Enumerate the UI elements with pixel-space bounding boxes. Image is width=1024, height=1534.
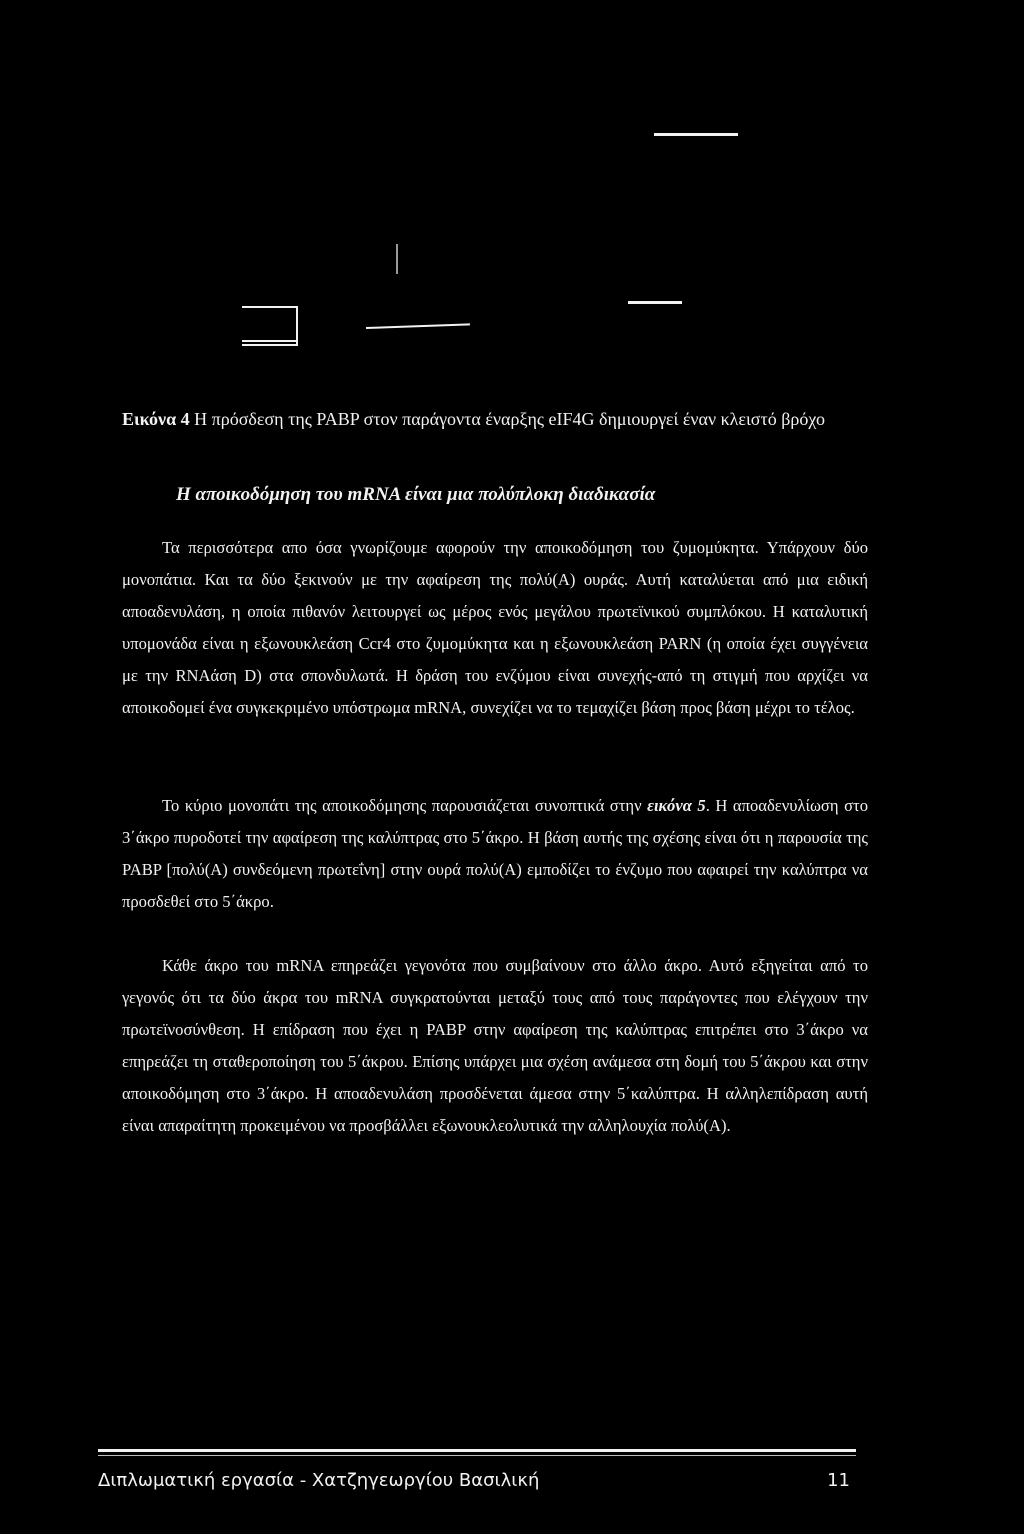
footer-rule [98,1449,856,1452]
section-heading: Η αποικοδόμηση του mRNA είναι μια πολύπλοκη διαδικασία [176,484,656,505]
figure-reference: εικόνα 5 [647,796,706,815]
figure-remnant-line [628,301,682,304]
paragraph-text: . Η αποαδενυλίωση στο 3΄άκρο πυροδοτεί την αφαίρεση της καλύπτρας στο 5΄άκρο. Η βάση αυτής της σχέσης είναι ότι η παρουσία της PABP [πολύ(Α) συνδεόμενη πρωτεΐνη] στην ουρά πολύ(Α) εμποδίζει το ένζυμο που αφαιρεί την καλύπτρα να προσδεθεί στο 5΄άκρο. [122,796,868,911]
figure-caption-label: Εικόνα 4 [122,409,190,429]
figure-remnant-line [654,133,738,136]
paragraph-text: Το κύριο μονοπάτι της αποικοδόμησης παρουσιάζεται συνοπτικά στην [162,796,648,815]
paragraph-mrna-decay-pathways: Τα περισσότερα απο όσα γνωρίζουμε αφορούν την αποικοδόμηση του ζυμομύκητα. Υπάρχουν δύο μονοπάτια. Και τα δύο ξεκινούν με την αφαίρεση της πολύ(Α) ουράς. Αυτή καταλύεται από μια ειδική αποαδενυλάση, η οποία πιθανόν λειτουργεί ως μέρος ενός μεγάλου πρωτεϊνικού συμπλόκου. Η καταλυτική υπομονάδα είναι η εξωνουκλεάση Ccr4 στο ζυμομύκητα και η εξωνουκλεάση PARN (η οποία έχει συγγένεια με την RNAάση D) στα σπονδυλωτά. Η δράση του ενζύμου είναι συνεχής-από τη στιγμή που αρχίζει να αποικοδομεί ένα συγκεκριμένο υπόστρωμα mRNA, συνεχίζει να το τεμαχίζει βάση προς βάση μέχρι το τέλος. [122,538,868,717]
paragraph-end-interaction: Κάθε άκρο του mRNA επηρεάζει γεγονότα που συμβαίνουν στο άλλο άκρο. Αυτό εξηγείται από το γεγονός ότι τα δύο άκρα του mRNA συγκρατούνται μεταξύ τους από τους παράγοντες που ελέγχουν την πρωτεϊνοσύνθεση. Η επίδραση που έχει η PABP στην αφαίρεση της καλύπτρας επιτρέπει στο 3΄άκρο να επηρεάζει τη σταθεροποίηση του 5΄άκρου. Επίσης υπάρχει μια σχέση ανάμεσα στη δομή του 5΄άκρου και στην αποικοδόμηση στο 3΄άκρο. Η αποαδενυλάση προσδένεται άμεσα στην 5΄καλύπτρα. Η αλληλεπίδραση αυτή είναι απαραίτητη προκειμένου να προσβάλλει εξωνουκλεολυτικά την αλληλουχία πολύ(Α). [122,956,868,1135]
figure-caption [122,408,902,430]
paragraph-main-pathway [122,790,868,918]
page-number: 11 [827,1470,850,1491]
figure-caption-text: Η πρόσδεση της PABP στον παράγοντα έναρξης eIF4G δημιουργεί έναν κλειστό βρόχο [189,409,825,429]
figure-remnant-mark [396,244,398,274]
figure-remnant-line [366,323,470,329]
footer-rule [98,1455,856,1456]
footer-title: Διπλωματική εργασία - Χατζηγεωργίου Βασιλική [98,1470,540,1491]
figure-remnant-line [242,340,298,342]
